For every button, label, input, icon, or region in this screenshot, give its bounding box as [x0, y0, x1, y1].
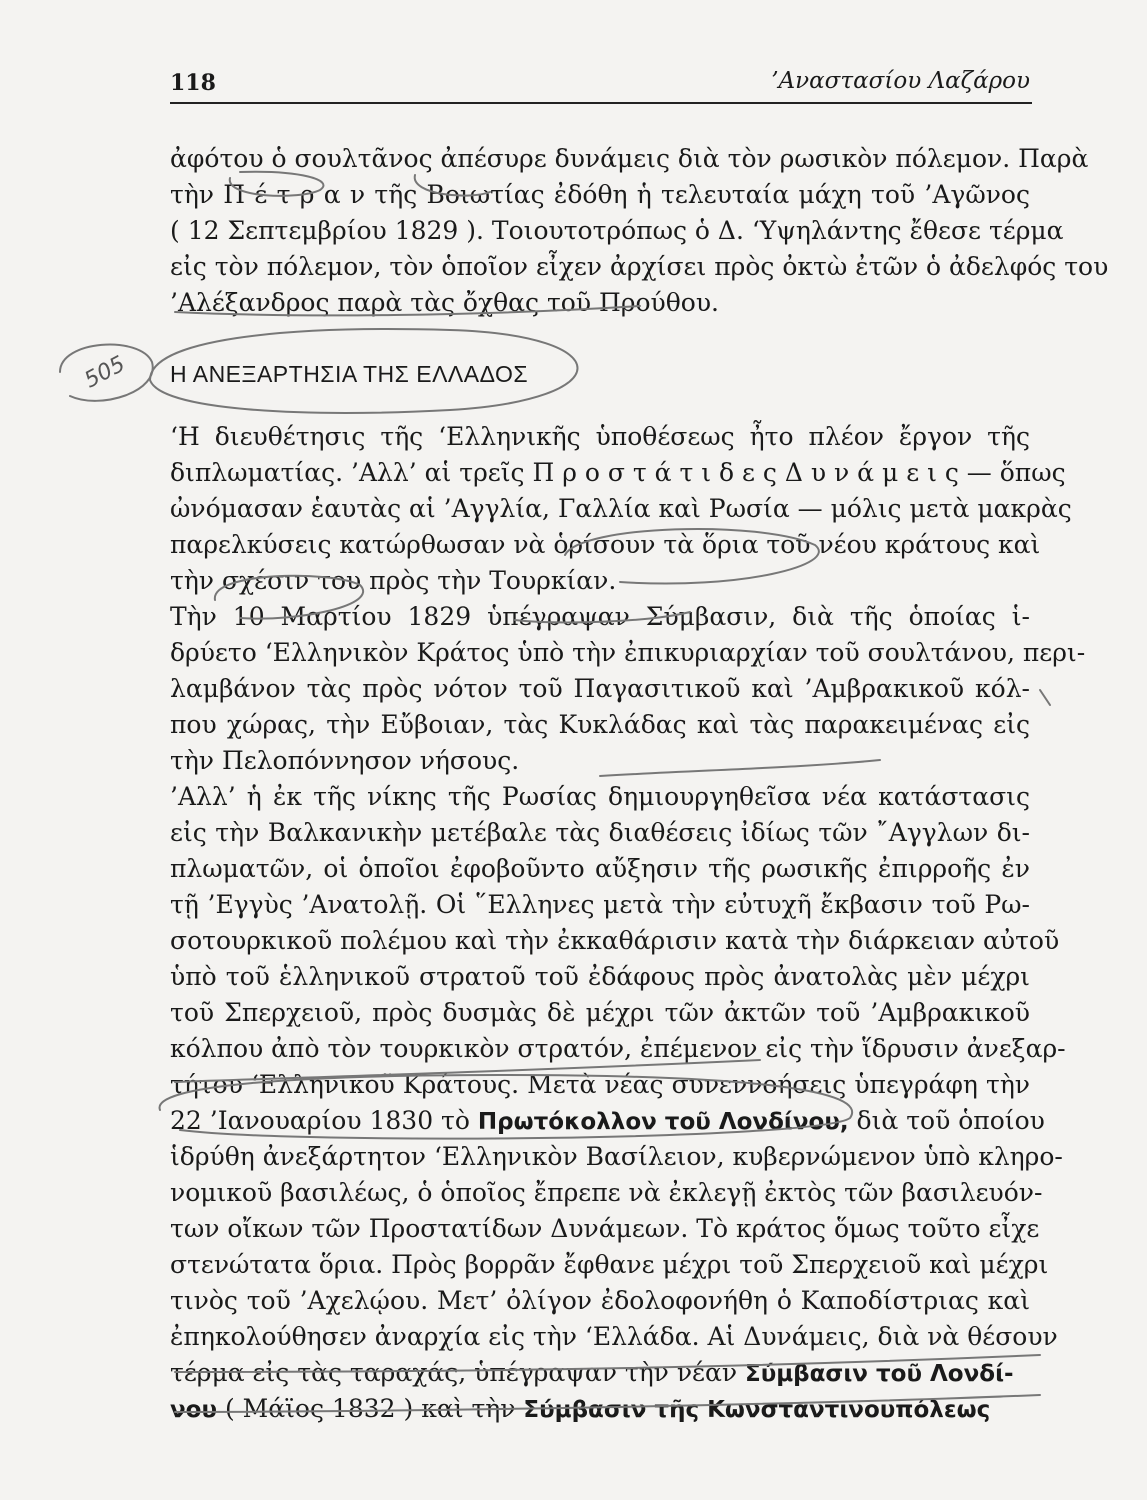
text-line: στενώτατα ὅρια. Πρὸς βορρᾶν ἔφθανε μέχρι τοῦ Σπερχειοῦ καὶ μέχρι [170, 1250, 1049, 1279]
bold-term: Σύμβασιν τῆς Κωνσταντινουπόλεως [523, 1397, 991, 1423]
bold-term: νου [170, 1397, 217, 1423]
text-line [170, 1102, 1045, 1140]
margin-line [1040, 690, 1050, 705]
text-line: λαμβάνον τὰς πρὸς νότον τοῦ Παγασιτικοῦ καὶ ’Αμβρακικοῦ κόλ- [170, 674, 1030, 703]
text-line: ( 12 Σεπτεμβρίου 1829 ). Τοιουτοτρόπως ὁ Δ. ‘Υψηλάντης ἔθεσε τέρμα [170, 216, 1064, 245]
bold-term: Πρωτόκολλον τοῦ Λονδίνου, [477, 1109, 849, 1135]
text-line: τῇ ’Εγγὺς ’Ανατολῇ. Οἱ ῞Ελληνες μετὰ τὴν εὐτυχῆ ἔκβασιν τοῦ Ρω- [170, 890, 1030, 919]
text-line: Τὴν 10 Μαρτίου 1829 ὑπέγραψαν Σύμβασιν, διὰ τῆς ὁποίας ἱ- [170, 602, 1030, 631]
text-line: τινὸς τοῦ ’Αχελῴου. Μετ’ ὀλίγον ἐδολοφονήθη ὁ Καποδίστριας καὶ [170, 1286, 1030, 1315]
text-line: τὴν σχέσιν του πρὸς τὴν Τουρκίαν. [170, 566, 617, 595]
running-head: ’Αναστασίου Λαζάρου [771, 68, 1030, 94]
text-line: νομικοῦ βασιλέως, ὁ ὁποῖος ἔπρεπε νὰ ἐκλεγῇ ἐκτὸς τῶν βασιλευόν- [170, 1178, 1043, 1207]
text-line: ὑπὸ τοῦ ἑλληνικοῦ στρατοῦ τοῦ ἐδάφους πρὸς ἀνατολὰς μὲν μέχρι [170, 962, 1030, 991]
text-run: ( Μάϊος 1832 ) καὶ τὴν [217, 1394, 524, 1423]
text-line: ’Αλέξανδρος παρὰ τὰς ὄχθας τοῦ Προύθου. [170, 288, 719, 317]
text-line: διπλωματίας. ’Αλλ’ αἱ τρεῖς Π ρ ο σ τ ά τ ι δ ε ς Δ υ ν ά μ ε ι ς — ὅπως [170, 458, 1066, 487]
text-line: τὴν Π έ τ ρ α ν τῆς Βοιωτίας ἐδόθη ἡ τελευταία μάχη τοῦ ’Αγῶνος [170, 180, 1030, 209]
text-line: ἱδρύθη ἀνεξάρτητον ‘Ελληνικὸν Βασίλειον, κυβερνώμενον ὑπὸ κληρο- [170, 1142, 1063, 1171]
text-line: σοτουρκικοῦ πολέμου καὶ τὴν ἐκκαθάρισιν κατὰ τὴν διάρκειαν αὐτοῦ [170, 926, 1060, 955]
text-run: διὰ τοῦ ὁποίου [848, 1106, 1045, 1135]
text-line: ἀφότου ὁ σουλτᾶνος ἀπέσυρε δυνάμεις διὰ τὸν ρωσικὸν πόλεμον. Παρὰ [170, 144, 1089, 173]
page-header [170, 62, 1032, 104]
text-line: τὴν Πελοπόννησον νήσους. [170, 746, 520, 775]
text-line: παρελκύσεις κατώρθωσαν νὰ ὁρίσουν τὰ ὅρια τοῦ νέου κράτους καὶ [170, 530, 1041, 559]
text-line: ἐπηκολούθησεν ἀναρχία εἰς τὴν ‘Ελλάδα. Αἱ Δυνάμεις, διὰ νὰ θέσουν [170, 1322, 1058, 1351]
text-line: των οἴκων τῶν Προστατίδων Δυνάμεων. Τὸ κράτος ὅμως τοῦτο εἶχε [170, 1214, 1040, 1243]
text-line: ‘Η διευθέτησις τῆς ‘Ελληνικῆς ὑποθέσεως ἦτο πλέον ἔργον τῆς [170, 422, 1030, 451]
text-line: ὠνόμασαν ἑαυτὰς αἱ ’Αγγλία, Γαλλία καὶ Ρωσία — μόλις μετὰ μακρὰς [170, 494, 1072, 523]
text-line: τήτου ‘Ελληνικοῦ Κράτους. Μετὰ νέας συνεννοήσεις ὑπεγράφη τὴν [170, 1070, 1030, 1099]
text-line: εἰς τὴν Βαλκανικὴν μετέβαλε τὰς διαθέσεις ἰδίως τῶν ῎Αγγλων δι- [170, 818, 1030, 847]
text-run: 22 ’Ιανουαρίου 1830 τὸ [170, 1106, 478, 1135]
text-line: δρύετο ‘Ελληνικὸν Κράτος ὑπὸ τὴν ἐπικυριαρχίαν τοῦ σουλτάνου, περι- [170, 638, 1086, 667]
bold-term: Σύμβασιν τοῦ Λονδί- [745, 1361, 1014, 1387]
text-line: τοῦ Σπερχειοῦ, πρὸς δυσμὰς δὲ μέχρι τῶν ἀκτῶν τοῦ ’Αμβρακικοῦ [170, 998, 1030, 1027]
text-line [170, 1354, 1030, 1392]
text-run: τέρμα εἰς τὰς ταραχάς, ὑπέγραψαν τὴν νέαν [170, 1358, 745, 1387]
text-line: κόλπου ἀπὸ τὸν τουρκικὸν στρατόν, ἐπέμενον εἰς τὴν ἵδρυσιν ἀνεξαρ- [170, 1034, 1066, 1063]
section-title: Η ΑΝΕΞΑΡΤΗΣΙΑ ΤΗΣ ΕΛΛΑΔΟΣ [170, 361, 529, 387]
margin-note: 505 [80, 351, 130, 394]
text-line: που χώρας, τὴν Εὔβοιαν, τὰς Κυκλάδας καὶ τὰς παρακειμένας εἰς [170, 710, 1030, 739]
text-line: ’Αλλ’ ἡ ἐκ τῆς νίκης τῆς Ρωσίας δημιουργηθεῖσα νέα κατάστασις [170, 782, 1030, 811]
text-line: εἰς τὸν πόλεμον, τὸν ὁποῖον εἶχεν ἀρχίσει πρὸς ὀκτὼ ἐτῶν ὁ ἀδελφός του [170, 252, 1109, 281]
text-line: πλωματῶν, οἱ ὁποῖοι ἐφοβοῦντο αὔξησιν τῆς ρωσικῆς ἐπιρροῆς ἐν [170, 854, 1030, 883]
text-line [170, 1390, 1030, 1428]
page-number: 118 [170, 70, 216, 96]
